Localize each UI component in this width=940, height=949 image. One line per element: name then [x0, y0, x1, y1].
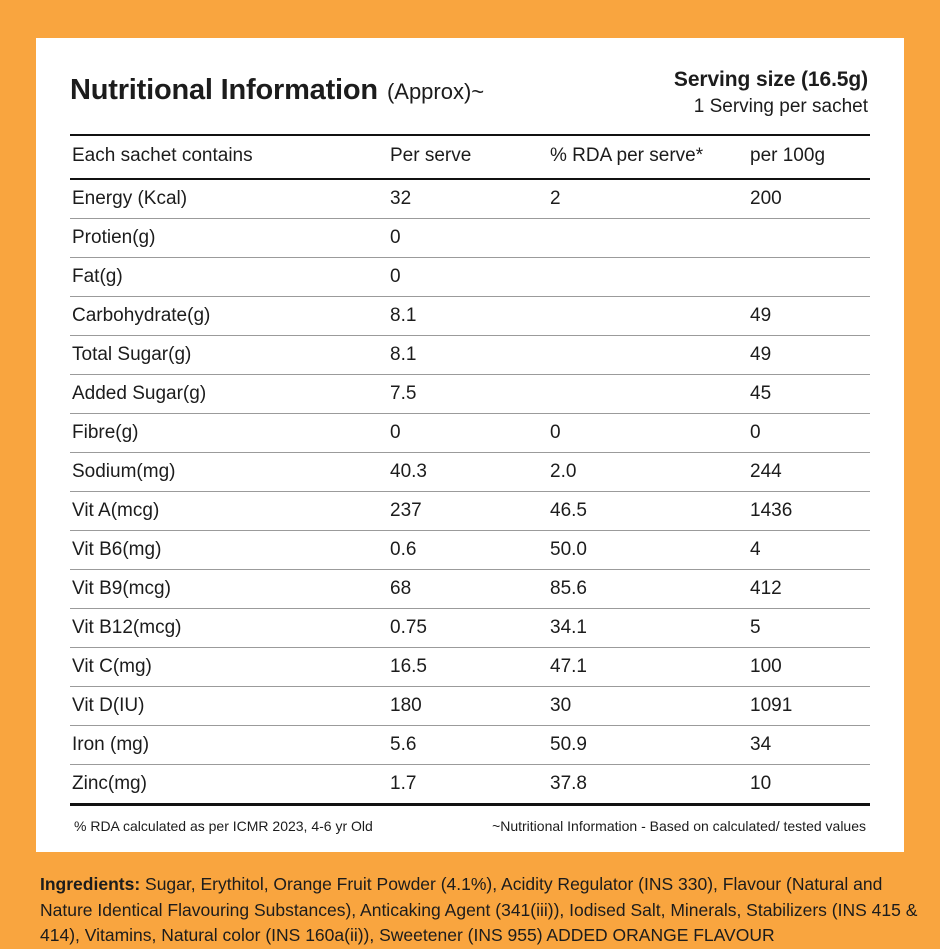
cell-per-serve: 40.3 [390, 453, 550, 492]
table-row [70, 375, 870, 414]
cell-nutrient: Fat(g) [70, 258, 390, 297]
table-header-row [70, 135, 870, 179]
footnotes [70, 806, 870, 838]
cell-per-serve: 32 [390, 179, 550, 219]
table-row [70, 726, 870, 765]
table-row [70, 492, 870, 531]
cell-nutrient: Added Sugar(g) [70, 375, 390, 414]
column-header-rda: % RDA per serve* [550, 135, 750, 179]
table-row [70, 609, 870, 648]
cell-per-serve: 5.6 [390, 726, 550, 765]
cell-per-serve: 7.5 [390, 375, 550, 414]
cell-rda: 85.6 [550, 570, 750, 609]
cell-rda: 37.8 [550, 765, 750, 805]
cell-nutrient: Iron (mg) [70, 726, 390, 765]
table-head [70, 135, 870, 179]
cell-rda: 0 [550, 414, 750, 453]
table-row [70, 453, 870, 492]
serving-info [674, 68, 870, 118]
cell-per-100g: 1091 [750, 687, 870, 726]
table-row [70, 297, 870, 336]
cell-rda: 2.0 [550, 453, 750, 492]
cell-per-serve: 1.7 [390, 765, 550, 805]
table-row [70, 765, 870, 805]
cell-per-serve: 0.75 [390, 609, 550, 648]
table-row [70, 179, 870, 219]
cell-per-100g: 1436 [750, 492, 870, 531]
table-row [70, 414, 870, 453]
cell-per-100g: 200 [750, 179, 870, 219]
page-title: Nutritional Information [70, 74, 378, 106]
cell-rda: 46.5 [550, 492, 750, 531]
cell-per-100g: 45 [750, 375, 870, 414]
cell-rda: 2 [550, 179, 750, 219]
cell-per-serve: 0 [390, 258, 550, 297]
cell-per-serve: 180 [390, 687, 550, 726]
cell-nutrient: Zinc(mg) [70, 765, 390, 805]
cell-per-serve: 0 [390, 219, 550, 258]
table-body [70, 179, 870, 805]
footnote-approx: ~Nutritional Information - Based on calculated/ tested values [492, 818, 866, 834]
nutrition-table [70, 134, 870, 806]
cell-per-serve: 0 [390, 414, 550, 453]
cell-per-serve: 16.5 [390, 648, 550, 687]
cell-per-100g [750, 258, 870, 297]
table-row [70, 687, 870, 726]
cell-per-100g [750, 219, 870, 258]
ingredients-label: Ingredients: [40, 874, 141, 894]
serving-size: Serving size (16.5g) [673, 68, 868, 91]
cell-nutrient: Vit D(IU) [70, 687, 390, 726]
cell-rda [550, 336, 750, 375]
cell-rda [550, 375, 750, 414]
cell-nutrient: Carbohydrate(g) [70, 297, 390, 336]
cell-per-100g: 34 [750, 726, 870, 765]
cell-per-serve: 8.1 [390, 297, 550, 336]
cell-rda [550, 219, 750, 258]
card-header [70, 68, 870, 134]
cell-nutrient: Total Sugar(g) [70, 336, 390, 375]
cell-nutrient: Vit B6(mg) [70, 531, 390, 570]
cell-per-100g: 10 [750, 765, 870, 805]
table-row [70, 336, 870, 375]
table-row [70, 531, 870, 570]
cell-per-100g: 49 [750, 297, 870, 336]
column-header-nutrient: Each sachet contains [70, 135, 390, 179]
table-row [70, 648, 870, 687]
cell-nutrient: Vit B9(mcg) [70, 570, 390, 609]
cell-rda: 50.0 [550, 531, 750, 570]
cell-nutrient: Fibre(g) [70, 414, 390, 453]
cell-nutrient: Protien(g) [70, 219, 390, 258]
cell-per-serve: 0.6 [390, 531, 550, 570]
cell-nutrient: Sodium(mg) [70, 453, 390, 492]
table-row [70, 219, 870, 258]
cell-per-100g: 5 [750, 609, 870, 648]
cell-nutrient: Energy (Kcal) [70, 179, 390, 219]
cell-rda: 34.1 [550, 609, 750, 648]
cell-rda: 30 [550, 687, 750, 726]
cell-nutrient: Vit B12(mcg) [70, 609, 390, 648]
column-header-per-100g: per 100g [750, 135, 870, 179]
title-approx-note: (Approx)~ [386, 79, 485, 104]
footnote-rda: % RDA calculated as per ICMR 2023, 4-6 yr Old [74, 818, 373, 834]
cell-nutrient: Vit A(mcg) [70, 492, 390, 531]
cell-per-100g: 49 [750, 336, 870, 375]
cell-rda [550, 297, 750, 336]
cell-per-100g: 0 [750, 414, 870, 453]
cell-per-100g: 4 [750, 531, 870, 570]
table-row [70, 570, 870, 609]
cell-per-100g: 412 [750, 570, 870, 609]
column-header-per-serve: Per serve [390, 135, 550, 179]
ingredients-section [36, 852, 936, 949]
cell-per-serve: 68 [390, 570, 550, 609]
table-row [70, 258, 870, 297]
cell-per-100g: 100 [750, 648, 870, 687]
title-group [70, 68, 484, 107]
cell-per-serve: 237 [390, 492, 550, 531]
servings-per-sachet: 1 Serving per sachet [693, 96, 868, 117]
ingredients-text: Sugar, Erythitol, Orange Fruit Powder (4.1%), Acidity Regulator (INS 330), Flavour (Natural and Nature Identical Flavouring Substances), Anticaking Agent (341(iii)), Iodised Salt, Minerals, Stabilizers (INS 415 & 414), Vitamins, Natural color (INS 160a(ii)), Sweetener (INS 955) ADDED ORANGE FLAVOUR [40, 874, 918, 946]
cell-rda: 50.9 [550, 726, 750, 765]
cell-rda: 47.1 [550, 648, 750, 687]
cell-per-serve: 8.1 [390, 336, 550, 375]
cell-rda [550, 258, 750, 297]
cell-nutrient: Vit C(mg) [70, 648, 390, 687]
cell-per-100g: 244 [750, 453, 870, 492]
nutrition-card [36, 38, 904, 852]
